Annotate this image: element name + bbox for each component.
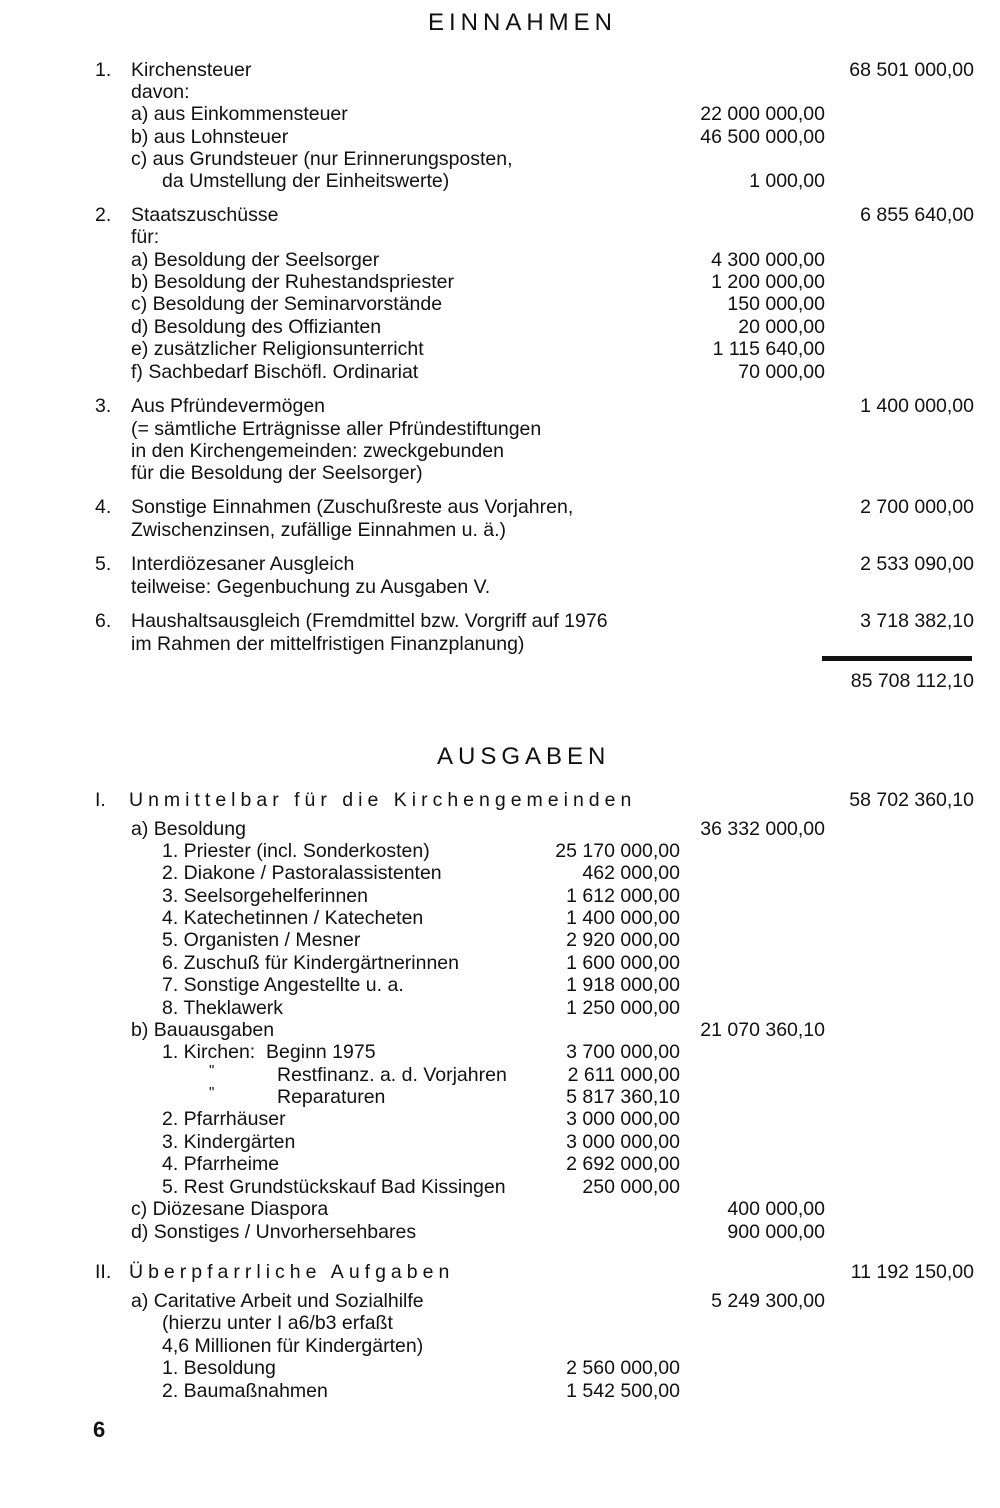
item-label: 5. Organisten / Mesner: [162, 929, 361, 951]
item-amount: 250 000,00: [582, 1176, 680, 1198]
item-label: b) Bauausgaben: [131, 1019, 275, 1041]
item-amount: 22 000 000,00: [700, 103, 825, 125]
item-subtotal: 400 000,00: [727, 1198, 825, 1220]
item-label: b) aus Lohnsteuer: [131, 126, 289, 148]
item-label: Aus Pfründevermögen: [131, 395, 326, 417]
ausgaben-heading: AUSGABEN: [437, 743, 611, 770]
item-amount: 2 560 000,00: [566, 1357, 680, 1379]
item-label: für:: [131, 226, 160, 248]
item-subtotal: 900 000,00: [727, 1221, 825, 1243]
item-label: Sonstige Einnahmen (Zuschußreste aus Vorjahren,: [131, 496, 574, 518]
item-amount: 2 692 000,00: [566, 1153, 680, 1175]
item-label: Restfinanz. a. d. Vorjahren: [277, 1064, 507, 1086]
ditto-mark: ": [209, 1062, 215, 1079]
item-amount: 3 000 000,00: [566, 1131, 680, 1153]
item-label: c) aus Grundsteuer (nur Erinnerungsposten,: [131, 148, 513, 170]
item-amount: 1 250 000,00: [566, 997, 680, 1019]
item-label: 3. Seelsorgehelferinnen: [162, 885, 368, 907]
item-label: davon:: [131, 81, 190, 103]
item-label: 2. Diakone / Pastoralassistenten: [162, 862, 442, 884]
item-number: 2.: [95, 204, 112, 226]
item-subtotal: 21 070 360,10: [700, 1019, 825, 1041]
item-label: 8. Theklawerk: [162, 997, 284, 1019]
item-total: 1 400 000,00: [860, 395, 974, 417]
item-total: 2 533 090,00: [860, 553, 974, 575]
item-number: I.: [95, 789, 106, 811]
item-amount: 2 920 000,00: [566, 929, 680, 951]
item-amount: 1 115 640,00: [712, 338, 825, 360]
item-label: Kirchensteuer: [131, 59, 252, 81]
item-amount: 1 542 500,00: [566, 1380, 680, 1402]
item-total: 58 702 360,10: [849, 789, 974, 811]
item-label: b) Besoldung der Ruhestandspriester: [131, 271, 455, 293]
item-label: f) Sachbedarf Bischöfl. Ordinariat: [131, 361, 419, 383]
item-amount: 5 817 360,10: [566, 1086, 680, 1108]
item-label: Staatszuschüsse: [131, 204, 279, 226]
item-amount: 25 170 000,00: [555, 840, 680, 862]
item-label: für die Besoldung der Seelsorger): [131, 462, 423, 484]
item-amount: 1 400 000,00: [566, 907, 680, 929]
ditto-mark: ": [209, 1084, 215, 1101]
item-label: 4,6 Millionen für Kindergärten): [162, 1335, 424, 1357]
item-number: 6.: [95, 610, 112, 632]
item-amount: 46 500 000,00: [700, 126, 825, 148]
item-total: 11 192 150,00: [850, 1261, 974, 1283]
item-label: 2. Pfarrhäuser: [162, 1108, 286, 1130]
item-label: (= sämtliche Erträgnisse aller Pfründestiftungen: [131, 418, 542, 440]
item-amount: 20 000,00: [738, 316, 825, 338]
page-number: 6: [93, 1417, 106, 1442]
item-total: 68 501 000,00: [849, 59, 974, 81]
item-label: 3. Kindergärten: [162, 1131, 296, 1153]
item-amount: 2 611 000,00: [567, 1064, 680, 1086]
item-label: d) Sonstiges / Unvorhersehbares: [131, 1221, 417, 1243]
item-label: e) zusätzlicher Religionsunterricht: [131, 338, 424, 360]
item-label: 4. Pfarrheime: [162, 1153, 280, 1175]
item-total: 3 718 382,10: [860, 610, 974, 632]
item-label: Interdiözesaner Ausgleich: [131, 553, 355, 575]
item-number: 4.: [95, 496, 112, 518]
item-amount: 462 000,00: [582, 862, 680, 884]
item-label: (hierzu unter I a6/b3 erfaßt: [162, 1312, 393, 1334]
grand-total: 85 708 112,10: [850, 670, 974, 692]
item-total: 6 855 640,00: [860, 204, 974, 226]
item-label: 6. Zuschuß für Kindergärtnerinnen: [162, 952, 459, 974]
item-label: a) Caritative Arbeit und Sozialhilfe: [131, 1290, 424, 1312]
item-label: a) Besoldung: [131, 818, 246, 840]
item-label: a) aus Einkommensteuer: [131, 103, 348, 125]
item-amount: 1 612 000,00: [566, 885, 680, 907]
item-amount: 4 300 000,00: [711, 249, 825, 271]
sum-rule: [822, 656, 972, 661]
item-label: da Umstellung der Einheitswerte): [162, 170, 450, 192]
einnahmen-heading: EINNAHMEN: [428, 9, 618, 36]
item-label: c) Besoldung der Seminarvorstände: [131, 293, 443, 315]
item-label: c) Diözesane Diaspora: [131, 1198, 329, 1220]
item-amount: 1 000,00: [749, 170, 825, 192]
item-label: a) Besoldung der Seelsorger: [131, 249, 380, 271]
item-amount: 70 000,00: [738, 361, 825, 383]
item-amount: 1 200 000,00: [711, 271, 825, 293]
item-amount: 3 000 000,00: [566, 1108, 680, 1130]
item-number: 3.: [95, 395, 112, 417]
item-label: im Rahmen der mittelfristigen Finanzplanung): [131, 633, 525, 655]
item-label: 4. Katechetinnen / Katecheten: [162, 907, 424, 929]
item-label: 1. Kirchen: Beginn 1975: [162, 1041, 376, 1063]
item-number: II.: [95, 1261, 112, 1283]
item-label: 2. Baumaßnahmen: [162, 1380, 328, 1402]
section-label: Unmittelbar für die Kirchengemeinden: [129, 789, 637, 811]
item-number: 5.: [95, 553, 112, 575]
item-amount: 1 600 000,00: [566, 952, 680, 974]
item-label: 7. Sonstige Angestellte u. a.: [162, 974, 404, 996]
section-label: Überpfarrliche Aufgaben: [129, 1261, 455, 1283]
item-amount: 150 000,00: [727, 293, 825, 315]
item-subtotal: 5 249 300,00: [711, 1290, 825, 1312]
item-label: Haushaltsausgleich (Fremdmittel bzw. Vorgriff auf 1976: [131, 610, 608, 632]
item-label: in den Kirchengemeinden: zweckgebunden: [131, 440, 504, 462]
item-number: 1.: [95, 59, 112, 81]
item-label: 1. Besoldung: [162, 1357, 276, 1379]
item-subtotal: 36 332 000,00: [700, 818, 825, 840]
item-label: 5. Rest Grundstückskauf Bad Kissingen: [162, 1176, 506, 1198]
item-amount: 3 700 000,00: [566, 1041, 680, 1063]
item-total: 2 700 000,00: [860, 496, 974, 518]
item-label: d) Besoldung des Offizianten: [131, 316, 382, 338]
item-label: Reparaturen: [277, 1086, 386, 1108]
item-amount: 1 918 000,00: [566, 974, 680, 996]
item-label: 1. Priester (incl. Sonderkosten): [162, 840, 430, 862]
item-label: teilweise: Gegenbuchung zu Ausgaben V.: [131, 576, 491, 598]
item-label: Zwischenzinsen, zufällige Einnahmen u. ä.): [131, 519, 507, 541]
